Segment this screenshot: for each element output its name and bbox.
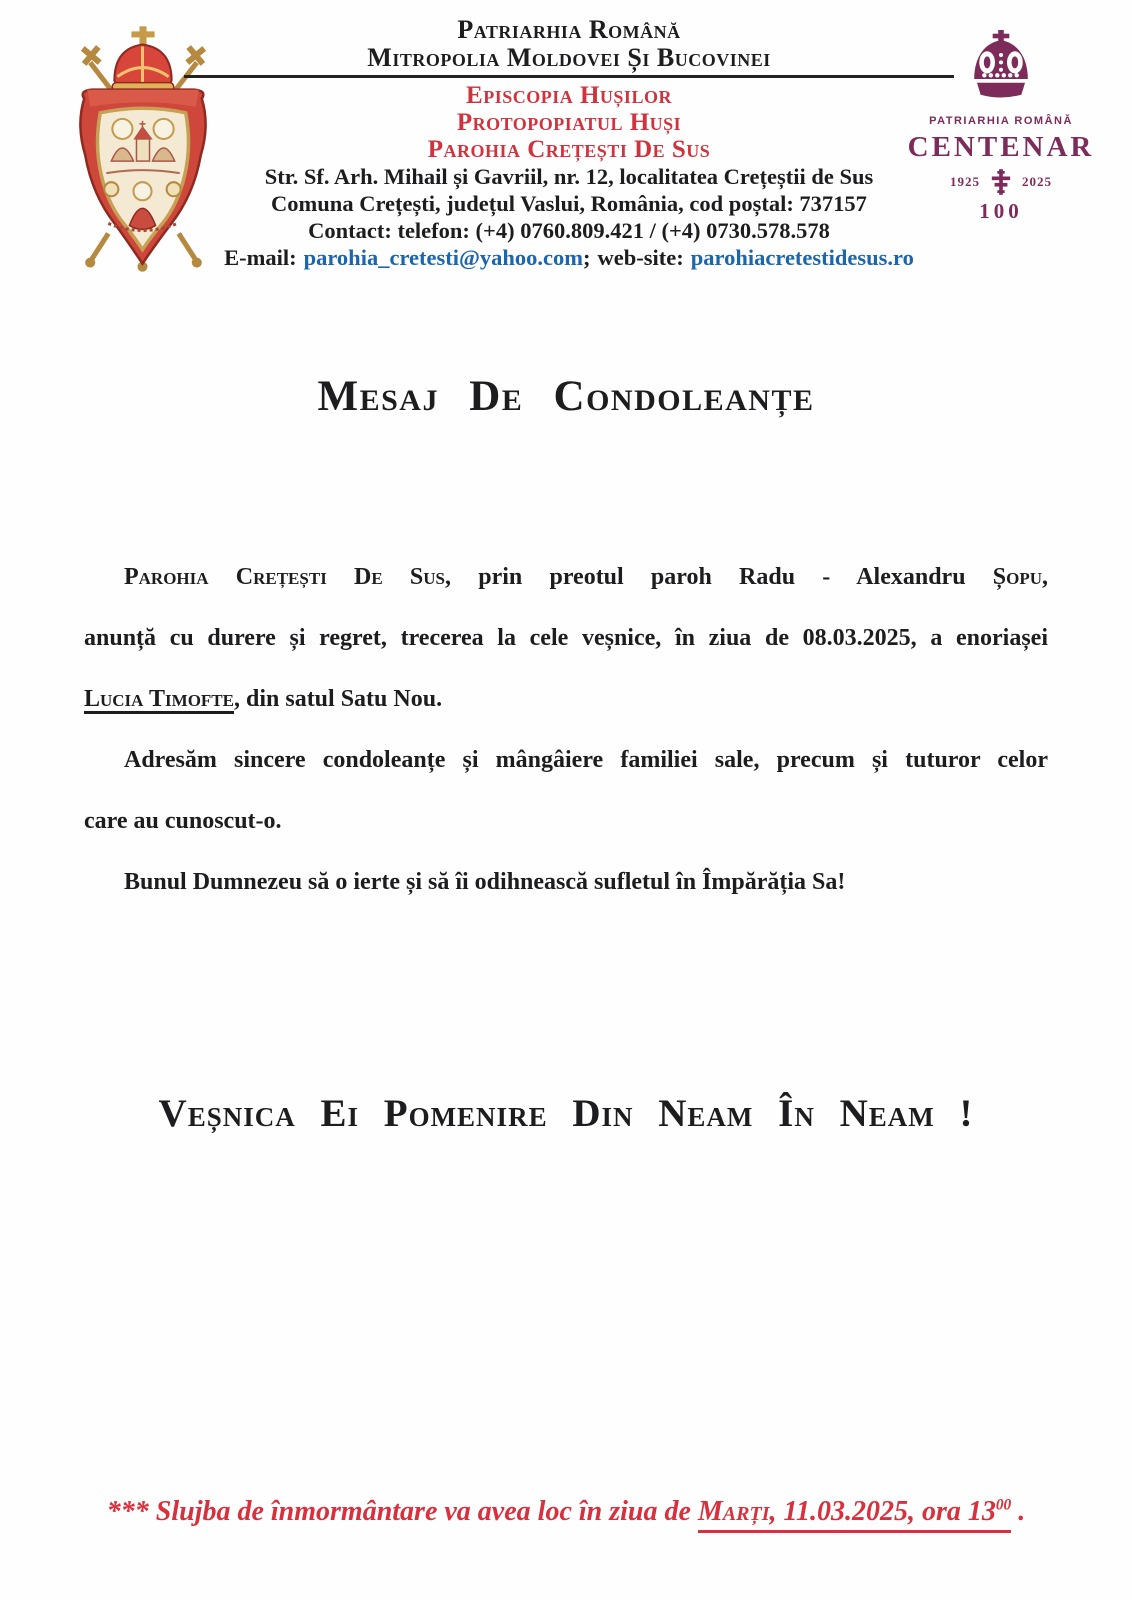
letterhead-divider (184, 75, 954, 78)
memorial-slogan: Veșnica Ei Pomenire Din Neam În Neam ! (158, 1092, 974, 1135)
footer-underlined-date: Marți, 11.03.2025, ora $13^{00}$ (698, 1496, 1011, 1533)
paragraph2-line1: Adresăm sincere condoleanțe și mângâiere familiei sale, precum și tuturor celor (124, 747, 1048, 773)
footer-hour-superscript: 00 (995, 1496, 1012, 1514)
priest-name: Șopu (992, 564, 1043, 590)
centenary-year-end: 2025 (1022, 174, 1052, 189)
paragraph1-line2: anunță cu durere și regret, trecerea la cele veșnice, în ziua de 08.03.2025, a enoriașei (84, 625, 1048, 651)
patriarchal-mitre-icon (962, 30, 1040, 104)
centenary-100: 100 (979, 199, 1023, 223)
email-website-line (178, 244, 960, 271)
funeral-service-note (0, 1496, 1132, 1528)
centenary-logo (906, 30, 1096, 224)
paragraph2-line2: care au cunoscut-o. (84, 808, 282, 834)
diocese-name: Episcopia Hușilor (466, 82, 672, 109)
paragraph1-line1: Parohia Crețești De Sus, prin preotul paroh Radu - Alexandru Șopu, (124, 564, 1049, 590)
footer-day: Marți (697, 1496, 770, 1527)
separator: ; (583, 245, 591, 270)
parish-name: Parohia Crețești De Sus (427, 136, 711, 163)
parish-name-inline: Parohia Crețești De Sus (124, 564, 446, 590)
contact-line: Contact: telefon: (+4) 0760.809.421 / (+4) 0730.578.578 (308, 218, 830, 243)
email-label: E-mail: (224, 245, 297, 270)
centenary-years (906, 168, 1096, 196)
document-title: Mesaj De Condoleanțe (317, 373, 815, 420)
email-link[interactable]: parohia_cretesti@yahoo.com (303, 245, 584, 270)
paragraph1-line3: Lucia Timofte, din satul Satu Nou. (84, 686, 443, 712)
letterhead (178, 16, 960, 271)
deanery-name: Protopopiatul Huși (456, 109, 682, 136)
orthodox-cross-icon (990, 168, 1012, 196)
website-link[interactable]: parohiacretestidesus.ro (690, 245, 914, 270)
website-label: web-site: (597, 245, 684, 270)
metropolis-name: Mitropolia Moldovei Și Bucovinei (367, 43, 771, 72)
document-body (84, 547, 1048, 913)
deceased-name: Lucia Timofte (84, 686, 234, 712)
paragraph3: Bunul Dumnezeu să o ierte și să îi odihnească sufletul în Împărăția Sa! (124, 869, 846, 895)
address-line-2: Comuna Crețești, județul Vaslui, România, cod poștal: 737157 (271, 191, 867, 216)
centenary-title: CENTENAR (907, 131, 1095, 163)
footer-end: . (1011, 1496, 1026, 1527)
centenary-org-label: PATRIARHIA ROMÂNĂ (929, 115, 1073, 127)
footer-prefix: *** Slujba de înmormântare va avea loc în ziua de (106, 1496, 698, 1527)
patriarchate-name: Patriarhia Română (457, 15, 681, 44)
centenary-year-start: 1925 (950, 174, 980, 189)
address-line-1: Str. Sf. Arh. Mihail și Gavriil, nr. 12, localitatea Crețeștii de Sus (264, 164, 874, 189)
